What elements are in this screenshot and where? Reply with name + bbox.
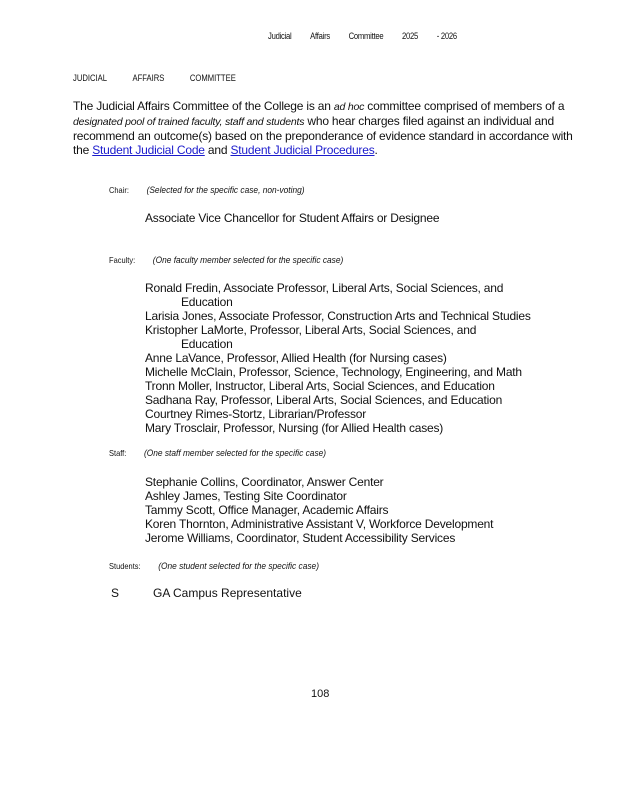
member: Anne LaVance, Professor, Allied Health (for Nursing cases) — [145, 351, 447, 365]
chair-note: (Selected for the specific case, non-voting) — [146, 185, 305, 196]
header-word: Committee — [348, 31, 384, 41]
section-title-word: AFFAIRS — [132, 73, 165, 83]
staff-members — [145, 475, 493, 545]
member-continued: Education — [181, 295, 233, 309]
intro-text: committee comprised of members of a — [364, 99, 565, 113]
member: Stephanie Collins, Coordinator, Answer Center — [145, 475, 384, 489]
students-member-text: GA Campus Representative — [153, 586, 302, 600]
member: Courtney Rimes-Stortz, Librarian/Professor — [145, 407, 367, 421]
students-label-row — [109, 561, 319, 572]
member: Michelle McClain, Professor, Science, Technology, Engineering, and Math — [145, 365, 522, 379]
page-number: 108 — [311, 688, 330, 700]
section-title-word: JUDICIAL — [73, 73, 108, 83]
intro-text: who hear charges filed against an individual and recommend an outcome(s) based on the preponderance of evidence standard in accordance with the — [73, 114, 573, 157]
intro-paragraph — [73, 99, 578, 157]
member: Sadhana Ray, Professor, Liberal Arts, Social Sciences, and Education — [145, 393, 503, 407]
faculty-note: (One faculty member selected for the specific case) — [152, 255, 344, 266]
header-year: 2025 — [402, 31, 419, 41]
member: Ashley James, Testing Site Coordinator — [145, 489, 347, 503]
header-word: Affairs — [310, 31, 330, 41]
intro-italic: designated pool of trained faculty, staff and students — [73, 116, 305, 128]
member: Jerome Williams, Coordinator, Student Accessibility Services — [145, 531, 456, 545]
section-title-word: COMMITTEE — [189, 73, 236, 83]
member: Associate Vice Chancellor for Student Affairs or Designee — [145, 211, 440, 225]
member: Koren Thornton, Administrative Assistant V, Workforce Development — [145, 517, 494, 531]
intro-text: and — [204, 143, 231, 157]
member-continued: Education — [181, 337, 233, 351]
staff-label-row — [109, 448, 326, 459]
member: Kristopher LaMorte, Professor, Liberal Arts, Social Sciences, and — [145, 323, 477, 337]
member: Ronald Fredin, Associate Professor, Liberal Arts, Social Sciences, and — [145, 281, 504, 295]
running-header — [268, 31, 476, 41]
chair-members — [145, 211, 439, 225]
member: Mary Trosclair, Professor, Nursing (for Allied Health cases) — [145, 421, 444, 435]
students-label: Students: — [109, 561, 141, 571]
student-judicial-procedures-link[interactable]: Student Judicial Procedures — [230, 143, 375, 157]
students-member-prefix: S — [111, 586, 120, 600]
staff-note: (One staff member selected for the specific case) — [143, 448, 327, 459]
faculty-label-row — [109, 255, 343, 266]
chair-label: Chair: — [109, 185, 129, 195]
member: Tammy Scott, Office Manager, Academic Affairs — [145, 503, 389, 517]
faculty-label: Faculty: — [109, 255, 136, 265]
chair-label-row — [109, 185, 305, 196]
member: Tronn Moller, Instructor, Liberal Arts, Social Sciences, and Education — [145, 379, 495, 393]
member: Larisia Jones, Associate Professor, Construction Arts and Technical Studies — [145, 309, 531, 323]
header-word: Judicial — [268, 31, 292, 41]
students-note: (One student selected for the specific case) — [158, 561, 320, 572]
intro-text: . — [374, 143, 378, 157]
intro-italic: ad hoc — [333, 101, 365, 113]
staff-label: Staff: — [109, 448, 127, 458]
header-year: - 2026 — [436, 31, 457, 41]
intro-text: The Judicial Affairs Committee of the College is an — [73, 99, 334, 113]
students-member — [111, 586, 302, 600]
student-judicial-code-link[interactable]: Student Judicial Code — [92, 143, 205, 157]
section-title — [73, 73, 261, 83]
faculty-members — [145, 281, 531, 435]
